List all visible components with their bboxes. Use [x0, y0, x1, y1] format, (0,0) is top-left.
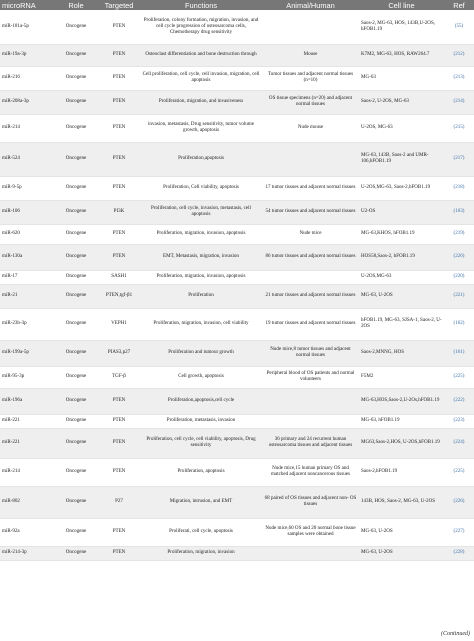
table-row: [0, 546, 474, 560]
cell-animal-human: [262, 270, 359, 284]
cell-ref[interactable]: (215): [444, 114, 474, 142]
cell-cell-line: Saos-2,hFOB1.19: [359, 458, 444, 486]
cell-functions: Proliferation, migration, invasion: [140, 546, 262, 560]
cell-targeted: PTEN: [98, 546, 140, 560]
cell-animal-human: Nude mice,60 OS and 20 normal bone tissue samples were obtained: [262, 518, 359, 546]
table-row: [0, 114, 474, 142]
cell-role: Oncogene: [54, 428, 98, 458]
table-row: [0, 414, 474, 428]
cell-functions: Migration, intrusion, and EMT: [140, 486, 262, 518]
cell-targeted: PI3K: [98, 200, 140, 224]
cell-animal-human: [262, 414, 359, 428]
cell-microrna: miR-620: [0, 224, 54, 244]
cell-microrna: miR-221: [0, 414, 54, 428]
cell-animal-human: 19 tumor tissues and adjacent normal tissues: [262, 308, 359, 340]
cell-role: Oncogene: [54, 90, 98, 114]
cell-role: Oncogene: [54, 518, 98, 546]
cell-functions: Proliferation, migration, invasion, apoptosis: [140, 270, 262, 284]
cell-targeted: VEPH1: [98, 308, 140, 340]
cell-cell-line: F5M2: [359, 366, 444, 388]
cell-microrna: miR-802: [0, 486, 54, 518]
table-row: [0, 10, 474, 44]
cell-cell-line: MG63,Saos-2,HOS, U-2OS,hFOB1.19: [359, 428, 444, 458]
cell-microrna: miR-17: [0, 270, 54, 284]
table-row: [0, 224, 474, 244]
cell-targeted: PTEN: [98, 518, 140, 546]
header-functions: Functions: [140, 0, 262, 10]
cell-microrna: miR-9-5p: [0, 176, 54, 200]
cell-animal-human: 21 tumor tissues and adjacent normal tissues: [262, 284, 359, 308]
cell-cell-line: MG-63, U-2OS: [359, 546, 444, 560]
cell-role: Oncogene: [54, 284, 98, 308]
cell-functions: Proliferation, migration, invasion, apoptosis: [140, 224, 262, 244]
continued-note: (Continued): [441, 631, 470, 637]
cell-targeted: PTEN: [98, 244, 140, 270]
table-row: [0, 518, 474, 546]
cell-ref[interactable]: (219): [444, 224, 474, 244]
table-row: [0, 458, 474, 486]
header-targeted: Targeted: [98, 0, 140, 10]
cell-targeted: PTEN: [98, 224, 140, 244]
cell-functions: Proliferation, Cell viability, apoptosis: [140, 176, 262, 200]
cell-ref[interactable]: (222): [444, 388, 474, 414]
cell-targeted: TGF-β: [98, 366, 140, 388]
cell-functions: Proliferation, metastasis, invasion: [140, 414, 262, 428]
cell-ref[interactable]: (163): [444, 200, 474, 224]
cell-animal-human: [262, 388, 359, 414]
cell-ref[interactable]: (220): [444, 270, 474, 284]
cell-role: Oncogene: [54, 66, 98, 90]
cell-animal-human: Peripheral blood of OS patients and normal volunteers: [262, 366, 359, 388]
cell-role: Oncogene: [54, 366, 98, 388]
cell-targeted: PTEN: [98, 176, 140, 200]
cell-animal-human: Nude mouse: [262, 114, 359, 142]
cell-ref[interactable]: (228): [444, 546, 474, 560]
cell-targeted: PTEN: [98, 90, 140, 114]
cell-role: Oncogene: [54, 414, 98, 428]
cell-animal-human: Nude mice: [262, 224, 359, 244]
cell-microrna: miR-181a-5p: [0, 10, 54, 44]
cell-cell-line: Saos-2,MNNG, HOS: [359, 340, 444, 366]
cell-role: Oncogene: [54, 142, 98, 176]
cell-ref[interactable]: (225): [444, 458, 474, 486]
cell-role: Oncogene: [54, 200, 98, 224]
header-row: [0, 0, 474, 10]
cell-cell-line: MG-63,HOS,Saos-2,U-2Os,hFOB1.19: [359, 388, 444, 414]
cell-role: Oncogene: [54, 176, 98, 200]
cell-functions: Proliferation: [140, 284, 262, 308]
cell-animal-human: [262, 142, 359, 176]
header-cell-line: Cell line: [359, 0, 444, 10]
cell-ref[interactable]: (227): [444, 518, 474, 546]
cell-targeted: SASH1: [98, 270, 140, 284]
cell-cell-line: MG-63, U-2OS: [359, 518, 444, 546]
cell-animal-human: 36 primary and 24 recurrent human osteosarcoma tissues and adjacent tissues: [262, 428, 359, 458]
cell-functions: Proliferation, migration, and invasiveness: [140, 90, 262, 114]
cell-ref[interactable]: (161): [444, 340, 474, 366]
cell-ref[interactable]: (224): [444, 428, 474, 458]
table-row: [0, 388, 474, 414]
cell-microrna: miR-524: [0, 142, 54, 176]
cell-role: Oncogene: [54, 388, 98, 414]
cell-cell-line: HOS58,Saos-2, hFOB1.19: [359, 244, 444, 270]
cell-ref[interactable]: (214): [444, 90, 474, 114]
cell-cell-line: Saos-2, U-2OS, MG-63: [359, 90, 444, 114]
cell-cell-line: MG-63: [359, 66, 444, 90]
cell-targeted: PTEN: [98, 428, 140, 458]
cell-functions: invasion, metastasis, Drug sensitivity, tumor volume growth, apoptosis: [140, 114, 262, 142]
cell-microrna: miR-95-3p: [0, 366, 54, 388]
cell-targeted: PTEN,tgf-β1: [98, 284, 140, 308]
cell-targeted: PTEN: [98, 44, 140, 66]
cell-ref[interactable]: (223): [444, 414, 474, 428]
cell-functions: Proliferation, migration, invasion, cell viability: [140, 308, 262, 340]
cell-targeted: PTEN: [98, 66, 140, 90]
header-animal-human: Animal/Human: [262, 0, 359, 10]
cell-functions: EMT, Metastasis, migration, invasion: [140, 244, 262, 270]
cell-animal-human: 17 tumor tissues and adjacent normal tissues: [262, 176, 359, 200]
cell-targeted: PTEN: [98, 388, 140, 414]
cell-cell-line: MG-63, 143B, Saos-2 and UMR-106,hFOB1.19: [359, 142, 444, 176]
table-row: [0, 200, 474, 224]
cell-microrna: miR-214: [0, 114, 54, 142]
cell-targeted: PTEN: [98, 10, 140, 44]
cell-functions: Proliferation,apoptosis: [140, 142, 262, 176]
cell-targeted: PTEN: [98, 114, 140, 142]
cell-functions: Cell proliferation, cell cycle, cell invasion, migration, cell apoptosis: [140, 66, 262, 90]
table-row: [0, 270, 474, 284]
cell-functions: Proliferati, cell cycle, apoptosis: [140, 518, 262, 546]
cell-cell-line: U-2OS,MG-63, Saos-2,hFOB1.19: [359, 176, 444, 200]
cell-targeted: PTEN: [98, 414, 140, 428]
table-row: [0, 66, 474, 90]
cell-functions: Proliferation and tumour growth: [140, 340, 262, 366]
table-row: [0, 176, 474, 200]
cell-cell-line: 143B, HOS, Saos-2, MG-63, U-2OS: [359, 486, 444, 518]
table-row: [0, 90, 474, 114]
cell-microrna: miR-92a: [0, 518, 54, 546]
cell-functions: Proliferation, cell cycle, cell viability, apoptosis, Drug sensitivity: [140, 428, 262, 458]
table-row: [0, 284, 474, 308]
cell-cell-line: U2-OS: [359, 200, 444, 224]
cell-microrna: miR-214: [0, 458, 54, 486]
cell-microrna: miR-214-3p: [0, 546, 54, 560]
cell-animal-human: 68 paired of OS tissues and adjacent non- OS tissues: [262, 486, 359, 518]
cell-microrna: miR-196a: [0, 388, 54, 414]
cell-cell-line: MG-63,KHOS, hFOB1.19: [359, 224, 444, 244]
cell-role: Oncogene: [54, 308, 98, 340]
cell-cell-line: U-2OS, MG-63: [359, 114, 444, 142]
cell-role: Oncogene: [54, 486, 98, 518]
cell-role: Oncogene: [54, 44, 98, 66]
cell-ref[interactable]: (218): [444, 176, 474, 200]
table-row: [0, 142, 474, 176]
cell-ref[interactable]: (212): [444, 44, 474, 66]
cell-animal-human: [262, 546, 359, 560]
cell-animal-human: 54 tumor tissues and adjacent normal tissues: [262, 200, 359, 224]
cell-cell-line: hFOB1.19, MG-63, SJSA-1, Saos-2, U-2OS: [359, 308, 444, 340]
cell-cell-line: K7M2, MG-63, HOS, RAW264.7: [359, 44, 444, 66]
cell-animal-human: [262, 10, 359, 44]
cell-animal-human: Nude mice,15 human primary OS and matched adjacent noncancerous tissues: [262, 458, 359, 486]
cell-role: Oncogene: [54, 114, 98, 142]
table-row: [0, 244, 474, 270]
cell-ref[interactable]: (213): [444, 66, 474, 90]
cell-microrna: miR-208a-3p: [0, 90, 54, 114]
cell-microrna: miR-216: [0, 66, 54, 90]
cell-microrna: miR-221: [0, 428, 54, 458]
cell-functions: Proliferation,apoptosis,cell cycle: [140, 388, 262, 414]
table-body: [0, 10, 474, 560]
cell-role: Oncogene: [54, 244, 98, 270]
header-role: Role: [54, 0, 98, 10]
cell-ref[interactable]: (162): [444, 308, 474, 340]
table-row: [0, 44, 474, 66]
cell-targeted: PIAS3,p27: [98, 340, 140, 366]
cell-ref[interactable]: (226): [444, 244, 474, 270]
cell-targeted: PTEN: [98, 458, 140, 486]
cell-functions: Cell growth, apoptosis: [140, 366, 262, 388]
cell-microrna: miR-23b-3p: [0, 308, 54, 340]
cell-microrna: miR-106: [0, 200, 54, 224]
cell-microrna: miR-21: [0, 284, 54, 308]
cell-role: Oncogene: [54, 340, 98, 366]
table-row: [0, 486, 474, 518]
cell-ref[interactable]: (225): [444, 366, 474, 388]
cell-targeted: P27: [98, 486, 140, 518]
cell-animal-human: Tumor tissues and adjacent normal tissues (n=10): [262, 66, 359, 90]
cell-ref[interactable]: (221): [444, 284, 474, 308]
cell-role: Oncogene: [54, 10, 98, 44]
cell-functions: Proliferation, colony formation, migration, invasion, and cell cycle progression of osteosarcoma cells, Chemotherapy drug sensitivity: [140, 10, 262, 44]
cell-role: Oncogene: [54, 224, 98, 244]
table-row: [0, 308, 474, 340]
header-microrna: microRNA: [0, 0, 54, 10]
cell-role: Oncogene: [54, 270, 98, 284]
cell-targeted: PTEN: [98, 142, 140, 176]
cell-animal-human: OS tissue specimens (n=20) and adjacent normal tissues: [262, 90, 359, 114]
cell-cell-line: Saos-2, MG-63, HOS, 143B,U-2OS, hFOB1.19: [359, 10, 444, 44]
cell-ref[interactable]: (55): [444, 10, 474, 44]
cell-cell-line: MG-63, U-2OS: [359, 284, 444, 308]
cell-animal-human: Mouse: [262, 44, 359, 66]
cell-functions: Osteoclast differentiation and bone destruction through: [140, 44, 262, 66]
cell-functions: Proliferation, apoptosis: [140, 458, 262, 486]
cell-microrna: miR-130a: [0, 244, 54, 270]
cell-cell-line: MG-63, hFOB1.19: [359, 414, 444, 428]
cell-role: Oncogene: [54, 458, 98, 486]
cell-role: Oncogene: [54, 546, 98, 560]
cell-microrna: miR-19a-3p: [0, 44, 54, 66]
cell-ref[interactable]: (226): [444, 486, 474, 518]
cell-animal-human: Nude mice,8 tumor tissues and adjacent normal tissues: [262, 340, 359, 366]
cell-microrna: miR-199a-5p: [0, 340, 54, 366]
header-ref: Ref: [444, 0, 474, 10]
cell-cell-line: U-2OS,MG-63: [359, 270, 444, 284]
cell-ref[interactable]: (217): [444, 142, 474, 176]
cell-functions: Proliferation, cell cycle, invasion, metastasis, cell apoptosis: [140, 200, 262, 224]
table-row: [0, 366, 474, 388]
table-row: [0, 340, 474, 366]
cell-animal-human: 86 tumor tissues and adjacent normal tissues: [262, 244, 359, 270]
table-row: [0, 428, 474, 458]
